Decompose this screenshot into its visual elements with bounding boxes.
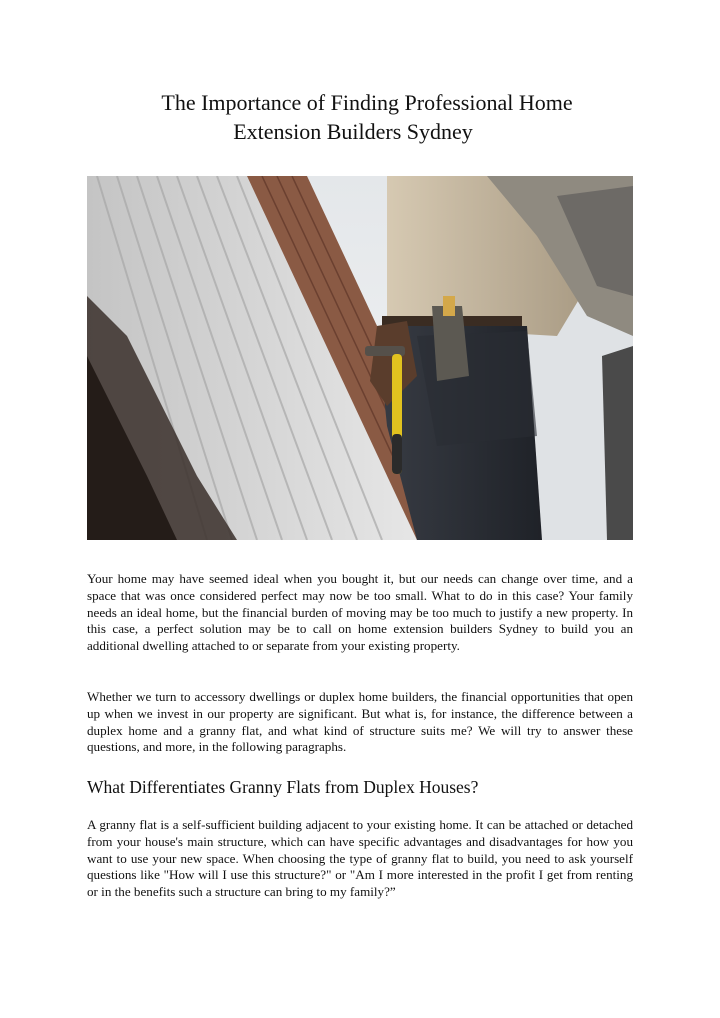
page-title-line-2: Extension Builders Sydney — [233, 119, 473, 144]
construction-worker-photo — [87, 176, 633, 540]
intro-paragraph: Your home may have seemed ideal when you bought it, but our needs can change over time, and a space that was once considered perfect may now be too small. What to do in this case? Your family needs an ideal home, but the financial burden of moving may be too much to justify a new property. In this case, a perfect solution may be to call on home extension builders Sydney to build you an additional dwelling attached to or separate from your existing property. — [87, 571, 633, 654]
section-heading: What Differentiates Granny Flats from Duplex Houses? — [87, 777, 479, 797]
page-title — [87, 88, 633, 146]
section-paragraph: A granny flat is a self-sufficient building adjacent to your existing home. It can be attached or detached from your house's main structure, which can have specific advantages and disadvantages for how you want to use your new space. When choosing the type of granny flat to build, you need to ask yourself questions like "How will I use this structure?" or "Am I more interested in the profit I get from renting or in the benefits such a structure can bring to my family?” — [87, 817, 633, 900]
page-title-line-1: The Importance of Finding Professional Home — [161, 90, 573, 115]
second-paragraph: Whether we turn to accessory dwellings or duplex home builders, the financial opportunities that open up when we invest in our property are significant. But what is, for instance, the difference between a duplex home and a granny flat, and what kind of structure suits me? We will try to answer these questions, and more, in the following paragraphs. — [87, 689, 633, 755]
